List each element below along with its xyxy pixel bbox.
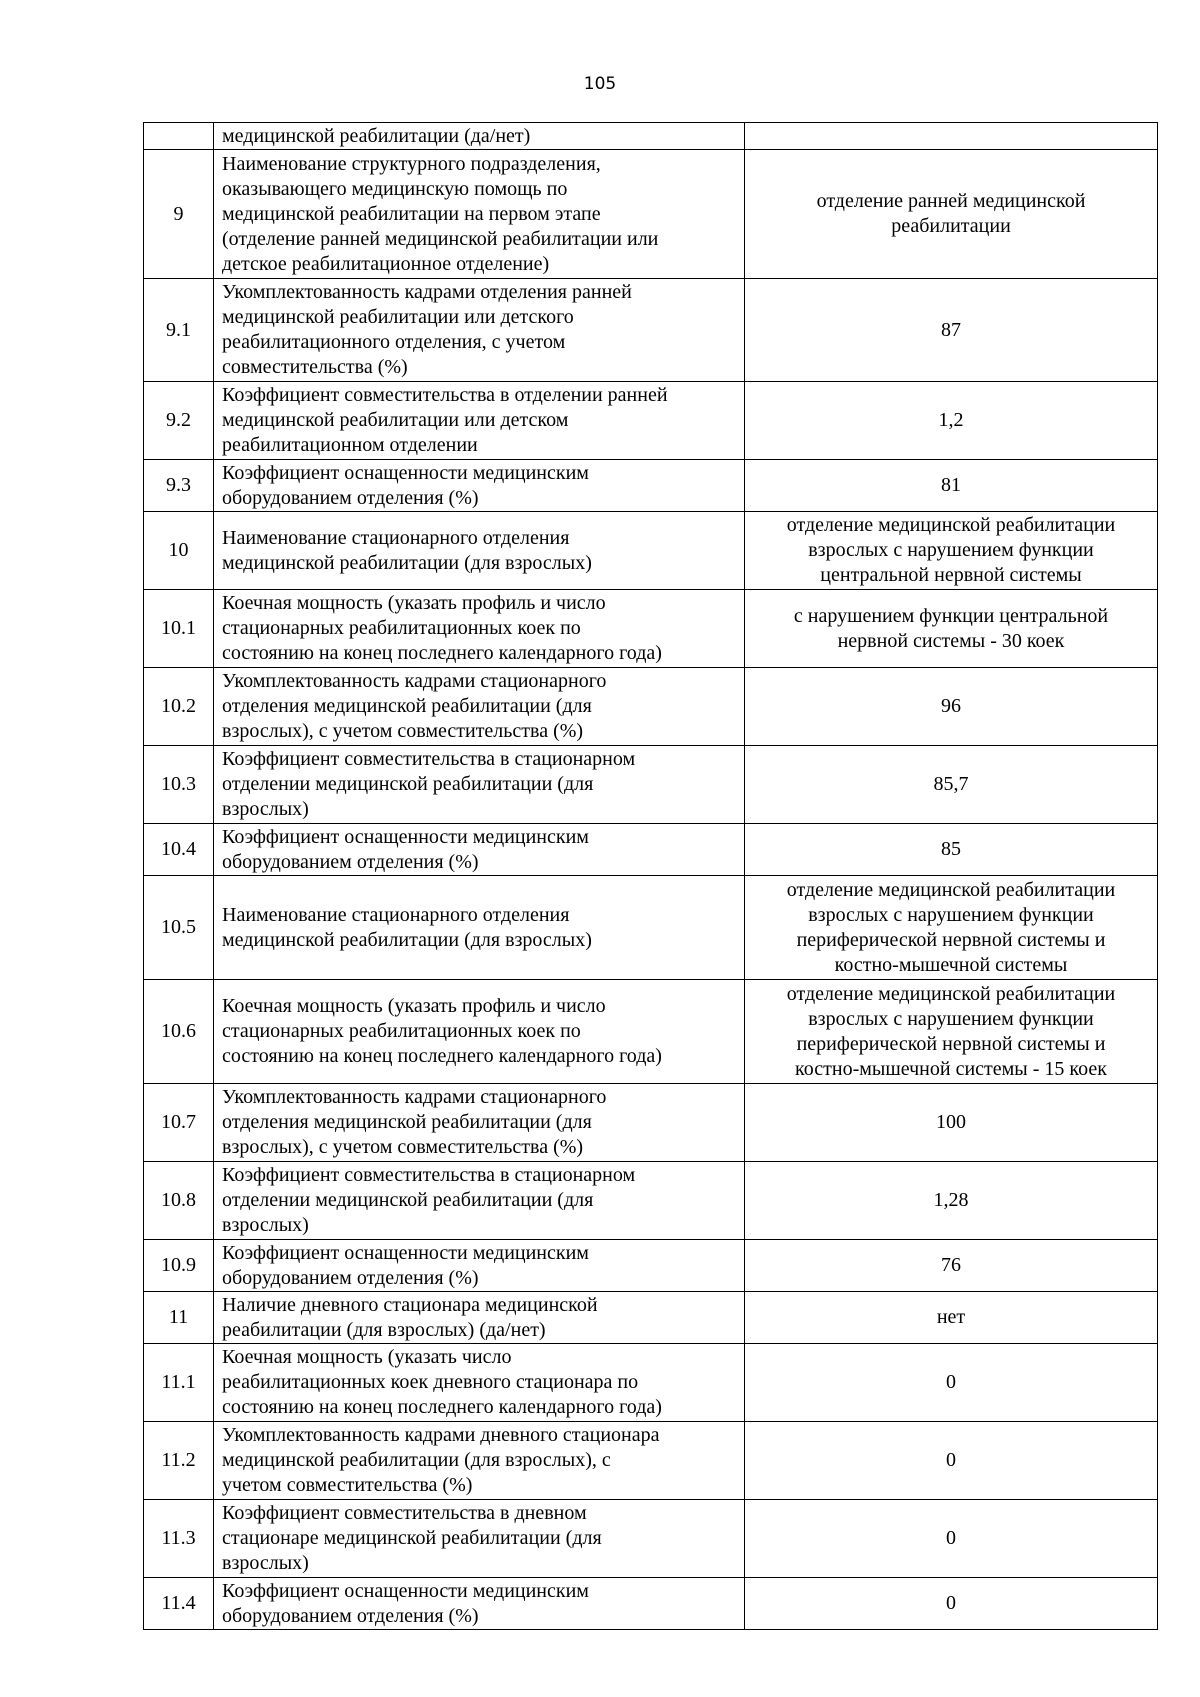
row-value: 76	[745, 1240, 1158, 1292]
table-row	[144, 382, 1158, 460]
row-value: отделение медицинской реабилитации взрослых с нарушением функции центральной нервной системы	[745, 512, 1158, 590]
row-value: 1,2	[745, 382, 1158, 460]
table-row	[144, 1162, 1158, 1240]
row-value: нет	[745, 1292, 1158, 1344]
row-value: 87	[745, 279, 1158, 382]
table-row	[144, 1500, 1158, 1578]
table-row	[144, 1422, 1158, 1500]
row-description: Наименование стационарного отделения медицинской реабилитации (для взрослых)	[214, 512, 745, 590]
row-number: 10.3	[144, 746, 214, 824]
table-row	[144, 460, 1158, 512]
row-number: 11.3	[144, 1500, 214, 1578]
row-value: с нарушением функции центральной нервной системы - 30 коек	[745, 590, 1158, 668]
row-description: медицинской реабилитации (да/нет)	[214, 123, 745, 150]
table-row	[144, 1344, 1158, 1422]
table-row	[144, 1292, 1158, 1344]
row-value: 81	[745, 460, 1158, 512]
row-number: 9.3	[144, 460, 214, 512]
table-row	[144, 512, 1158, 590]
row-description: Укомплектованность кадрами отделения ранней медицинской реабилитации или детского реабилитационного отделения, с учетом совместительства (%)	[214, 279, 745, 382]
row-value: 0	[745, 1344, 1158, 1422]
row-description: Коэффициент совместительства в отделении ранней медицинской реабилитации или детском реабилитационном отделении	[214, 382, 745, 460]
table-row	[144, 1240, 1158, 1292]
row-description: Укомплектованность кадрами стационарного отделения медицинской реабилитации (для взрослых), с учетом совместительства (%)	[214, 1084, 745, 1162]
table-row	[144, 123, 1158, 150]
row-number: 10.7	[144, 1084, 214, 1162]
row-description: Коэффициент оснащенности медицинским оборудованием отделения (%)	[214, 1240, 745, 1292]
row-number: 9	[144, 150, 214, 279]
row-value: отделение медицинской реабилитации взрослых с нарушением функции периферической нервной системы и костно-мышечной системы	[745, 876, 1158, 980]
row-number: 9.1	[144, 279, 214, 382]
row-number: 11.1	[144, 1344, 214, 1422]
row-description: Укомплектованность кадрами дневного стационара медицинской реабилитации (для взрослых), с учетом совместительства (%)	[214, 1422, 745, 1500]
row-value: 0	[745, 1578, 1158, 1630]
row-description: Укомплектованность кадрами стационарного отделения медицинской реабилитации (для взрослых), с учетом совместительства (%)	[214, 668, 745, 746]
row-number: 10.6	[144, 980, 214, 1084]
row-description: Наименование структурного подразделения, оказывающего медицинскую помощь по медицинской реабилитации на первом этапе (отделение ранней медицинской реабилитации или детское реабилитационное отделение)	[214, 150, 745, 279]
row-value: 85,7	[745, 746, 1158, 824]
row-number: 10.1	[144, 590, 214, 668]
table-row	[144, 1578, 1158, 1630]
row-value: 85	[745, 824, 1158, 876]
row-value: 1,28	[745, 1162, 1158, 1240]
page-number: 105	[583, 74, 617, 94]
row-number: 10.2	[144, 668, 214, 746]
row-value: отделение ранней медицинской реабилитации	[745, 150, 1158, 279]
row-value: 0	[745, 1500, 1158, 1578]
row-description: Коечная мощность (указать число реабилитационных коек дневного стационара по состоянию на конец последнего календарного года)	[214, 1344, 745, 1422]
row-description: Коэффициент совместительства в стационарном отделении медицинской реабилитации (для взрослых)	[214, 746, 745, 824]
row-value: 96	[745, 668, 1158, 746]
row-number: 11.2	[144, 1422, 214, 1500]
row-number: 10	[144, 512, 214, 590]
row-number: 10.4	[144, 824, 214, 876]
row-number: 9.2	[144, 382, 214, 460]
table-row	[144, 279, 1158, 382]
row-value: отделение медицинской реабилитации взрослых с нарушением функции периферической нервной системы и костно-мышечной системы - 15 коек	[745, 980, 1158, 1084]
table-row	[144, 1084, 1158, 1162]
row-description: Коэффициент оснащенности медицинским оборудованием отделения (%)	[214, 824, 745, 876]
table-row	[144, 824, 1158, 876]
row-description: Коэффициент совместительства в стационарном отделении медицинской реабилитации (для взрослых)	[214, 1162, 745, 1240]
row-number: 10.9	[144, 1240, 214, 1292]
row-description: Коэффициент совместительства в дневном стационаре медицинской реабилитации (для взрослых)	[214, 1500, 745, 1578]
row-number: 10.5	[144, 876, 214, 980]
row-value: 100	[745, 1084, 1158, 1162]
row-description: Коечная мощность (указать профиль и число стационарных реабилитационных коек по состоянию на конец последнего календарного года)	[214, 980, 745, 1084]
table-row	[144, 150, 1158, 279]
row-number: 10.8	[144, 1162, 214, 1240]
row-description: Наличие дневного стационара медицинской реабилитации (для взрослых) (да/нет)	[214, 1292, 745, 1344]
row-description: Коечная мощность (указать профиль и число стационарных реабилитационных коек по состоянию на конец последнего календарного года)	[214, 590, 745, 668]
table-row	[144, 590, 1158, 668]
table-row	[144, 668, 1158, 746]
row-description: Коэффициент оснащенности медицинским оборудованием отделения (%)	[214, 460, 745, 512]
table-row	[144, 746, 1158, 824]
row-description: Наименование стационарного отделения медицинской реабилитации (для взрослых)	[214, 876, 745, 980]
indicators-table	[143, 122, 1158, 1630]
table-row	[144, 876, 1158, 980]
row-number: 11	[144, 1292, 214, 1344]
row-description: Коэффициент оснащенности медицинским оборудованием отделения (%)	[214, 1578, 745, 1630]
row-number: 11.4	[144, 1578, 214, 1630]
table-row	[144, 980, 1158, 1084]
row-value: 0	[745, 1422, 1158, 1500]
row-number	[144, 123, 214, 150]
row-value	[745, 123, 1158, 150]
